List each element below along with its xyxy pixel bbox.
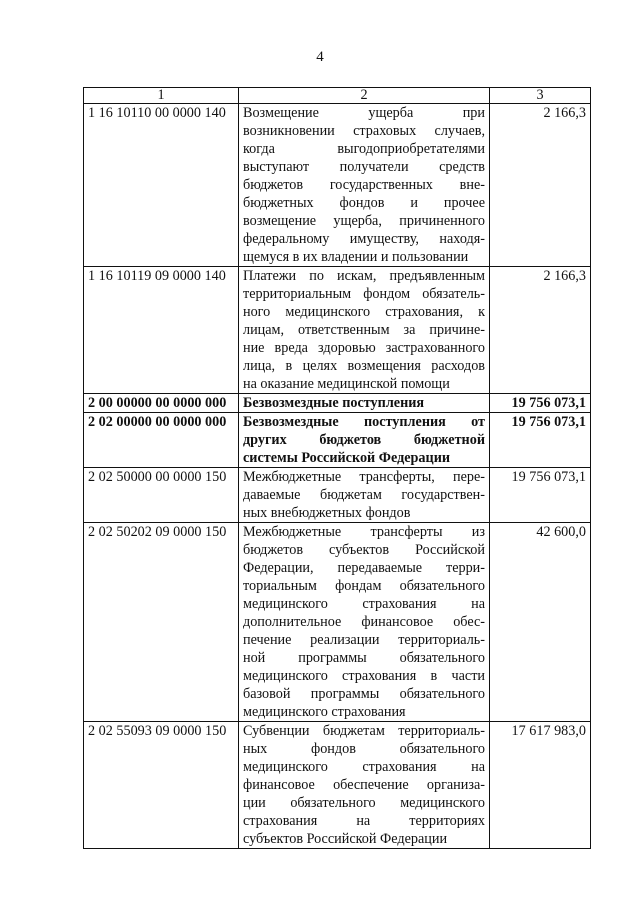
page-number: 4 [316, 49, 324, 65]
row-amount: 2 166,3 [490, 267, 591, 394]
header-col-1: 1 [84, 88, 239, 104]
row-name-line: страхования на территориях [243, 813, 485, 829]
row-name [239, 468, 490, 523]
header-col-3: 3 [490, 88, 591, 104]
row-name-line: Платежи по искам, предъявленным [243, 268, 485, 284]
row-name-line: бюджетных фондов и прочее [243, 195, 485, 211]
budget-table [83, 87, 591, 849]
row-name-line: лица, в целях возмещения расходов [243, 358, 485, 374]
table-row [84, 722, 591, 849]
table-header-row [84, 88, 591, 104]
row-amount: 42 600,0 [490, 523, 591, 722]
row-name-line: щемуся в их владении и пользовании [243, 249, 469, 265]
row-name-line: выступают получатели средств [243, 159, 485, 175]
row-name-line: ториальным фондам обязательного [243, 578, 485, 594]
row-code: 1 16 10110 00 0000 140 [84, 104, 239, 267]
budget-table-body [84, 104, 591, 849]
row-name-line: других бюджетов бюджетной [243, 432, 485, 448]
row-name-line: ного медицинского страхования, к [243, 304, 485, 320]
row-name-line: Безвозмездные поступления от [243, 414, 485, 430]
row-name-line: Безвозмездные поступления [243, 395, 425, 411]
row-name [239, 394, 490, 413]
row-name-line: ции обязательного медицинского [243, 795, 485, 811]
row-name-line: даваемые бюджетам государствен- [243, 487, 485, 503]
row-name-line: базовой программы обязательного [243, 686, 485, 702]
row-name-line: возникновении страховых случаев, [243, 123, 485, 139]
row-code: 2 00 00000 00 0000 000 [84, 394, 239, 413]
row-name-line: финансовое обеспечение организа- [243, 777, 485, 793]
row-name-line: ных внебюджетных фондов [243, 505, 411, 521]
row-name-line: Межбюджетные трансферты из [243, 524, 485, 540]
table-row [84, 394, 591, 413]
row-amount: 17 617 983,0 [490, 722, 591, 849]
row-name-line: ных фондов обязательного [243, 741, 485, 757]
row-name-line: дополнительное финансовое обес- [243, 614, 485, 630]
row-amount: 19 756 073,1 [490, 468, 591, 523]
row-code: 1 16 10119 09 0000 140 [84, 267, 239, 394]
row-name [239, 413, 490, 468]
row-name-line: Межбюджетные трансферты, пере- [243, 469, 485, 485]
table-row [84, 468, 591, 523]
row-name-line: медицинского страхования на [243, 759, 485, 775]
row-name-line: медицинского страхования в части [243, 668, 485, 684]
table-row [84, 104, 591, 267]
row-name-line: бюджетов субъектов Российской [243, 542, 485, 558]
row-name-line: печение реализации территориаль- [243, 632, 485, 648]
row-code: 2 02 50000 00 0000 150 [84, 468, 239, 523]
row-name-line: ние вреда здоровью застрахованного [243, 340, 485, 356]
row-name-line: возмещение ущерба, причиненного [243, 213, 485, 229]
table-row [84, 523, 591, 722]
row-name-line: субъектов Российской Федерации [243, 831, 448, 847]
row-name [239, 722, 490, 849]
table-row [84, 267, 591, 394]
row-code: 2 02 00000 00 0000 000 [84, 413, 239, 468]
header-col-2: 2 [239, 88, 490, 104]
row-name [239, 104, 490, 267]
row-name-line: системы Российской Федерации [243, 450, 451, 466]
row-code: 2 02 50202 09 0000 150 [84, 523, 239, 722]
row-name [239, 267, 490, 394]
row-name-line: медицинского страхования на [243, 596, 485, 612]
row-name-line: территориальным фондом обязатель- [243, 286, 485, 302]
row-amount: 19 756 073,1 [490, 394, 591, 413]
row-code: 2 02 55093 09 0000 150 [84, 722, 239, 849]
row-amount: 2 166,3 [490, 104, 591, 267]
row-name-line: Субвенции бюджетам территориаль- [243, 723, 485, 739]
row-name-line: Возмещение ущерба при [243, 105, 485, 121]
row-name-line: федеральному имуществу, находя- [243, 231, 485, 247]
row-name [239, 523, 490, 722]
row-name-line: Федерации, передаваемые терри- [243, 560, 485, 576]
row-name-line: на оказание медицинской помощи [243, 376, 450, 392]
row-name-line: медицинского страхования [243, 704, 406, 720]
row-name-line: когда выгодоприобретателями [243, 141, 485, 157]
row-amount: 19 756 073,1 [490, 413, 591, 468]
table-row [84, 413, 591, 468]
row-name-line: бюджетов государственных вне- [243, 177, 485, 193]
row-name-line: лицам, ответственным за причине- [243, 322, 485, 338]
row-name-line: ной программы обязательного [243, 650, 485, 666]
